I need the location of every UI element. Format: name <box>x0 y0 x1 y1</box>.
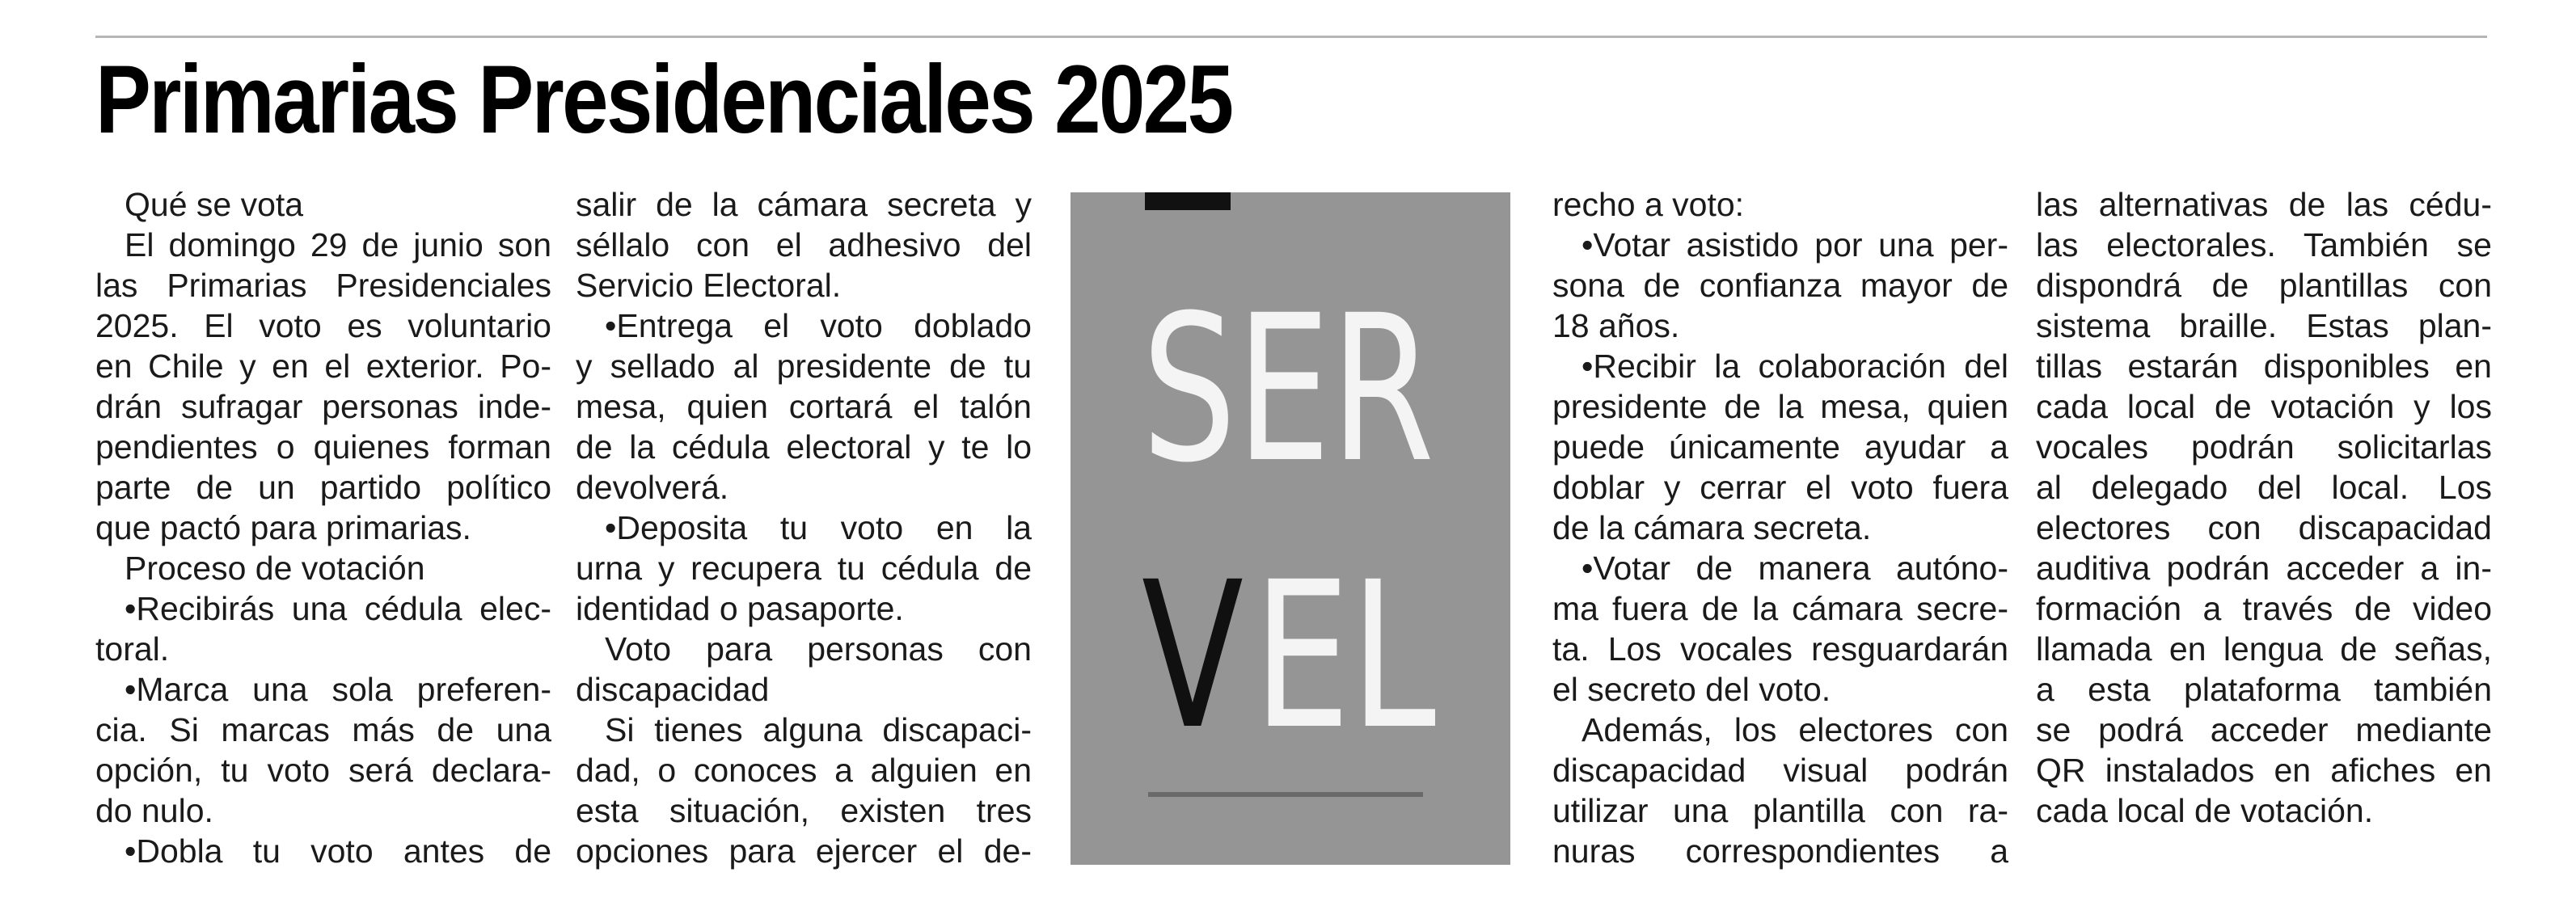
text-line: recho a voto: <box>1552 186 1745 223</box>
top-rule <box>95 36 2487 38</box>
text-line: se podrá acceder mediante <box>2036 711 2492 748</box>
text-line: y sellado al presidente de tu <box>576 348 1032 385</box>
text-line: cada local de votación y los <box>2036 388 2492 425</box>
logo-text-ser: SER <box>1142 272 1434 507</box>
text-line: 18 años. <box>1552 307 1680 344</box>
text-line: •Votar asistido por una per- <box>1581 226 2008 263</box>
text-line: urna y recupera tu cédula de <box>576 550 1032 587</box>
text-line: pendientes o quienes forman <box>95 428 551 466</box>
text-line: opción, tu voto será declara- <box>95 752 551 789</box>
text-line: que pactó para primarias. <box>95 509 471 546</box>
text-line: de la cámara secreta. <box>1552 509 1872 546</box>
text-line: discapacidad <box>576 671 770 708</box>
text-line: Servicio Electoral. <box>576 267 842 304</box>
text-line: devolverá. <box>576 469 729 506</box>
logo-text-v: V <box>1142 538 1244 773</box>
text-line: •Recibirás una cédula elec- <box>125 590 551 627</box>
text-line: doblar y cerrar el voto fuera <box>1552 469 2008 506</box>
text-line: Voto para personas con <box>605 630 1032 668</box>
text-line: dad, o conoces a alguien en <box>576 752 1032 789</box>
text-line: opciones para ejercer el de- <box>576 832 1032 870</box>
text-line: auditiva podrán acceder a in- <box>2036 550 2492 587</box>
text-line: •Deposita tu voto en la <box>605 509 1032 546</box>
text-line: drán sufragar personas inde- <box>95 388 551 425</box>
text-line: formación a través de video <box>2036 590 2492 627</box>
text-line: nuras correspondientes a <box>1552 832 2008 870</box>
text-line: electores con discapacidad <box>2036 509 2492 546</box>
text-line: cia. Si marcas más de una <box>95 711 551 748</box>
text-line: las alternativas de las cédu- <box>2036 186 2492 223</box>
text-line: ma fuera de la cámara secre- <box>1552 590 2008 627</box>
text-line: séllalo con el adhesivo del <box>576 226 1032 263</box>
text-line: toral. <box>95 630 170 668</box>
logo-bottom-line <box>1148 792 1423 797</box>
text-line: 2025. El voto es voluntario <box>95 307 551 344</box>
text-line: vocales podrán solicitarlas <box>2036 428 2492 466</box>
servel-logo-photo <box>1071 192 1510 865</box>
text-line: identidad o pasaporte. <box>576 590 904 627</box>
article-column-4 <box>2036 184 2492 831</box>
text-line: salir de la cámara secreta y <box>576 186 1032 223</box>
text-line: mesa, quien cortará el talón <box>576 388 1032 425</box>
text-line: Qué se vota <box>125 186 304 223</box>
text-line: discapacidad visual podrán <box>1552 752 2008 789</box>
text-line: puede únicamente ayudar a <box>1552 428 2008 466</box>
logo-top-bar <box>1145 192 1231 210</box>
text-line: Proceso de votación <box>125 550 425 587</box>
text-line: Además, los electores con <box>1581 711 2008 748</box>
text-line: las electorales. También se <box>2036 226 2492 263</box>
text-line: dispondrá de plantillas con <box>2036 267 2492 304</box>
text-line: ta. Los vocales resguardarán <box>1552 630 2008 668</box>
text-line: •Votar de manera autóno- <box>1581 550 2008 587</box>
text-line: •Marca una sola preferen- <box>125 671 551 708</box>
text-line: esta situación, existen tres <box>576 792 1032 829</box>
text-line: do nulo. <box>95 792 213 829</box>
text-line: sistema braille. Estas plan- <box>2036 307 2492 344</box>
text-line: de la cédula electoral y te lo <box>576 428 1032 466</box>
text-line: utilizar una plantilla con ra- <box>1552 792 2008 829</box>
text-line: cada local de votación. <box>2036 792 2374 829</box>
text-line: llamada en lengua de señas, <box>2036 630 2492 668</box>
text-line: en Chile y en el exterior. Po- <box>95 348 551 385</box>
article-column-1 <box>95 184 551 871</box>
text-line: •Recibir la colaboración del <box>1581 348 2008 385</box>
text-line: el secreto del voto. <box>1552 671 1831 708</box>
text-line: Si tienes alguna discapaci- <box>605 711 1032 748</box>
logo-text-el: EL <box>1253 538 1436 773</box>
text-line: •Entrega el voto doblado <box>605 307 1032 344</box>
text-line: •Dobla tu voto antes de <box>125 832 551 870</box>
article-column-2 <box>576 184 1032 871</box>
article-column-3 <box>1552 184 2008 871</box>
text-line: QR instalados en afiches en <box>2036 752 2492 789</box>
text-line: presidente de la mesa, quien <box>1552 388 2008 425</box>
article-title: Primarias Presidenciales 2025 <box>95 45 1232 154</box>
text-line: las Primarias Presidenciales <box>95 267 551 304</box>
text-line: parte de un partido político <box>95 469 551 506</box>
text-line: sona de confianza mayor de <box>1552 267 2008 304</box>
text-line: al delegado del local. Los <box>2036 469 2492 506</box>
text-line: tillas estarán disponibles en <box>2036 348 2492 385</box>
text-line: a esta plataforma también <box>2036 671 2492 708</box>
text-line: El domingo 29 de junio son <box>125 226 551 263</box>
